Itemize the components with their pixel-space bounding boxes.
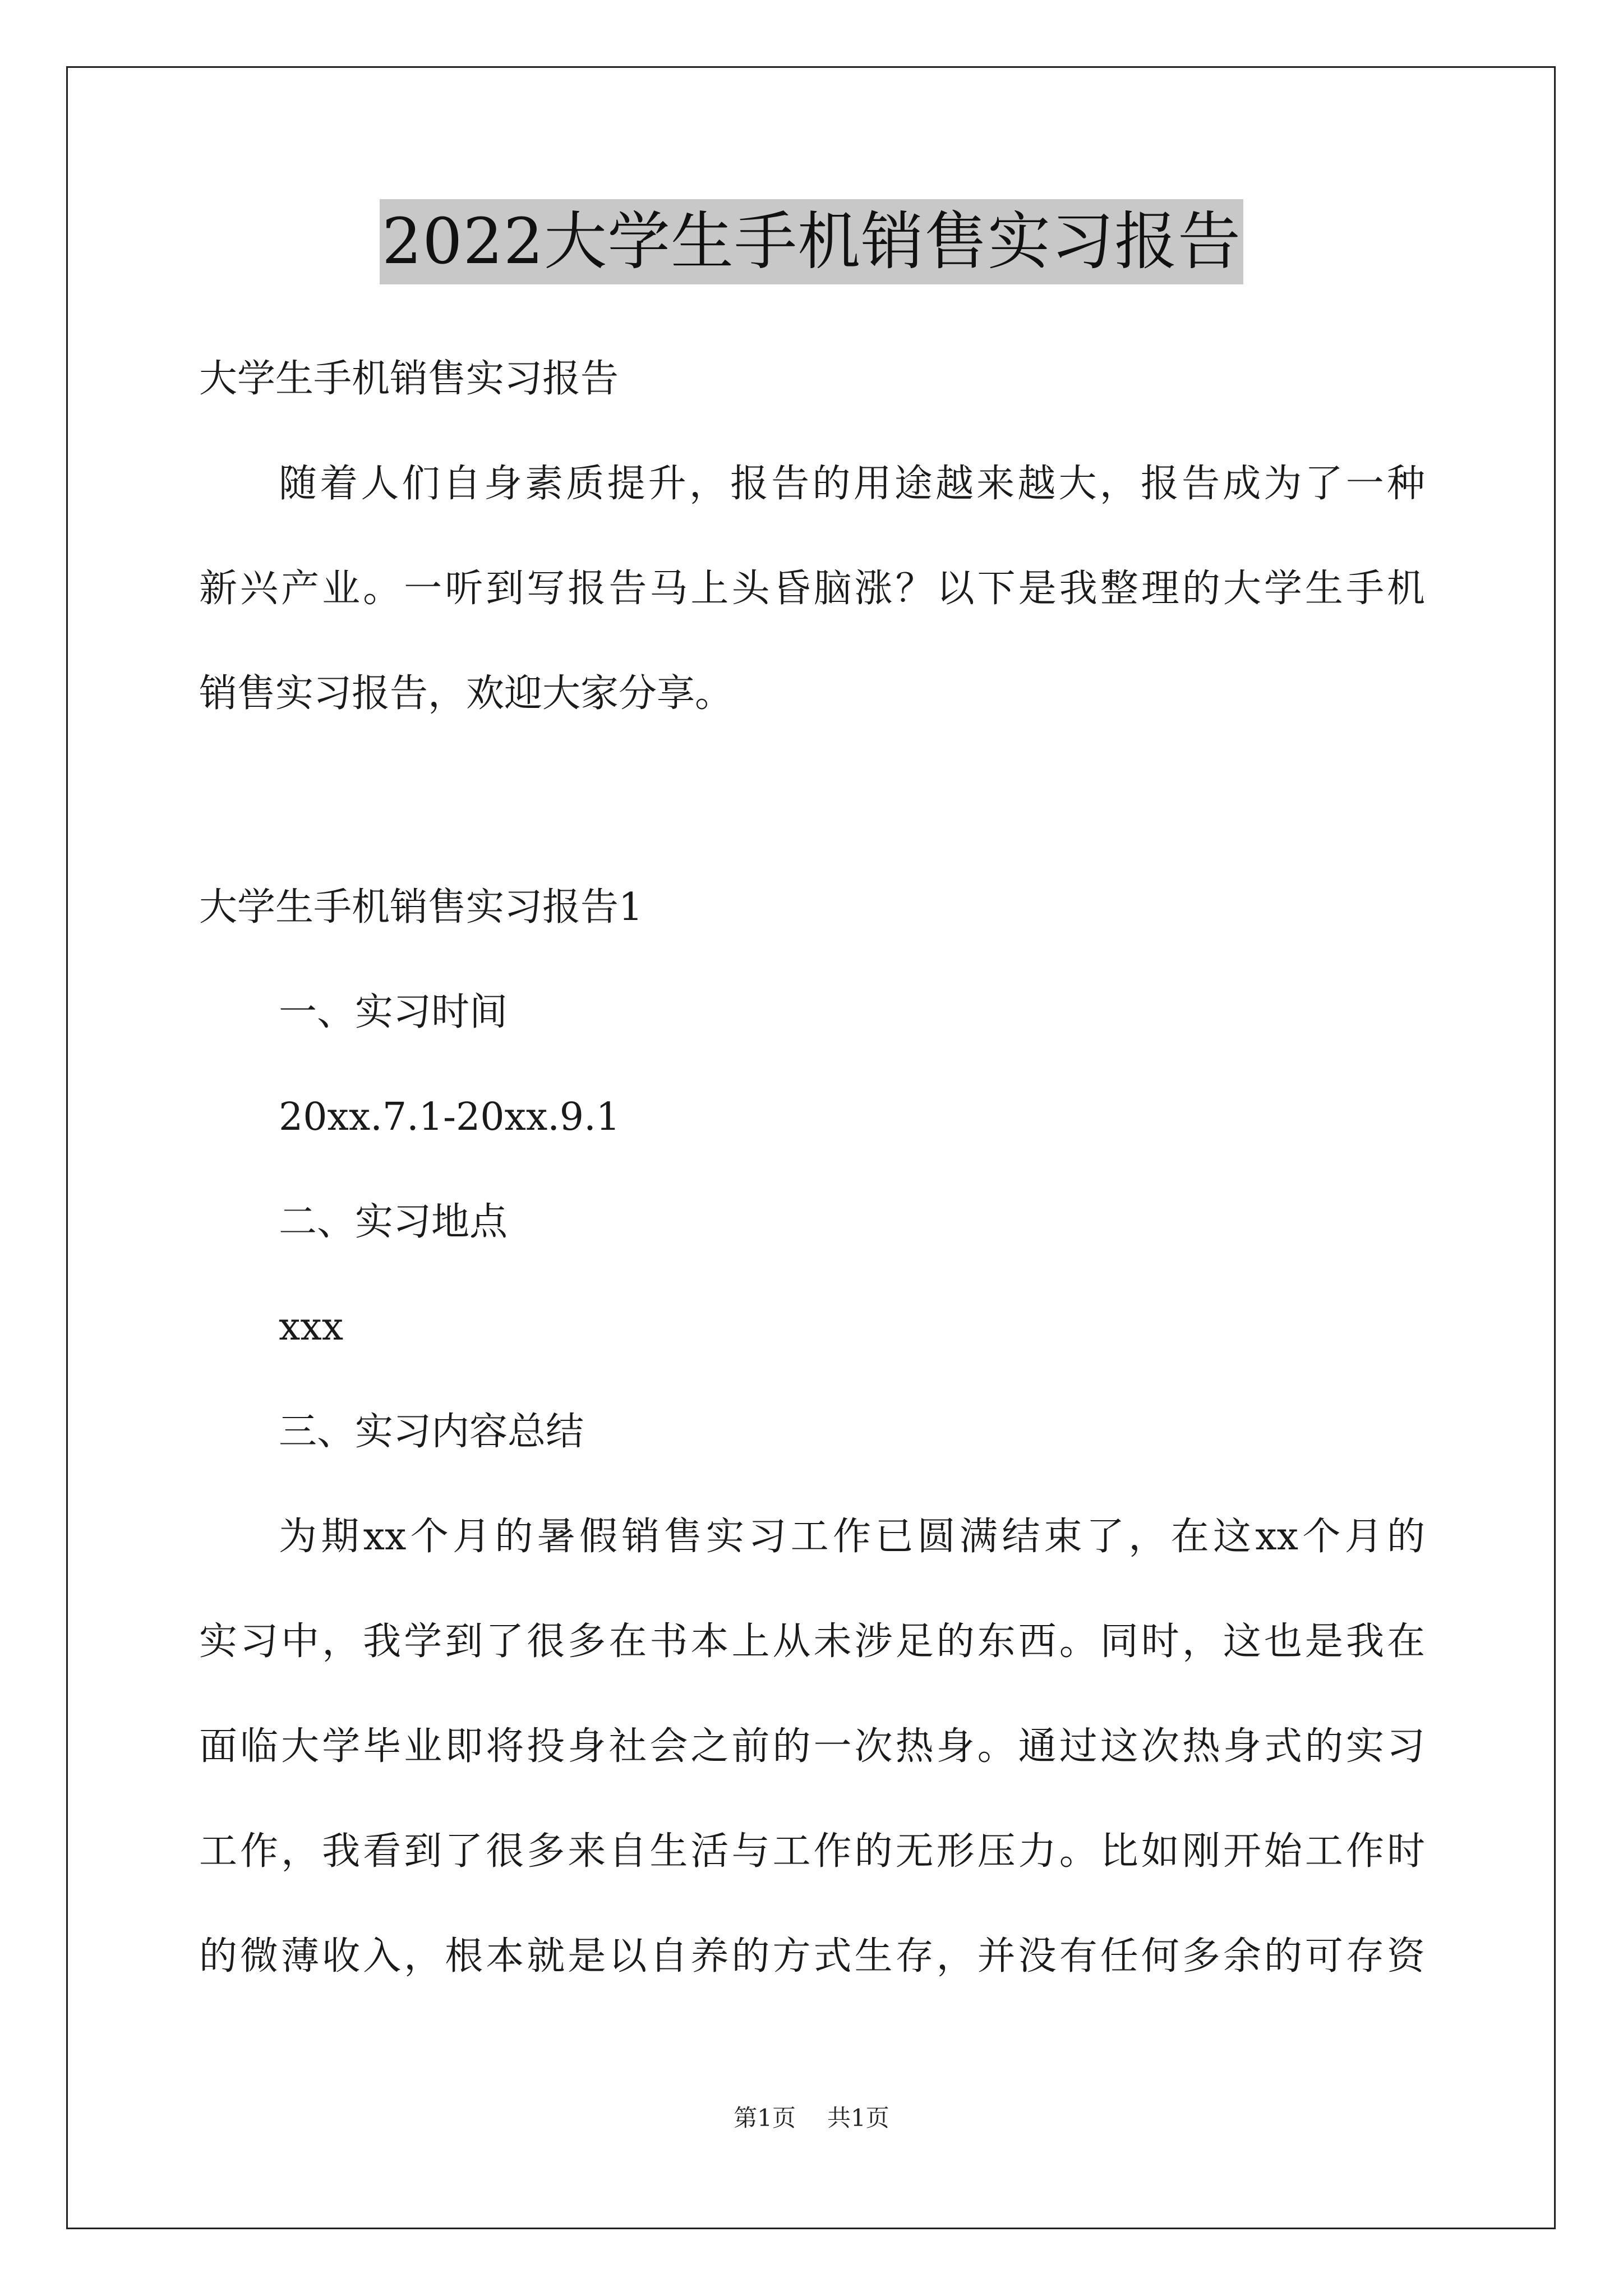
body-line-1: 为期xx个月的暑假销售实习工作已圆满结束了，在这xx个月的 [279, 1515, 1425, 1559]
title-container [0, 199, 1623, 284]
body-line-5: 的微薄收入，根本就是以自养的方式生存，并没有任何多余的可存资 [199, 1934, 1425, 1978]
item2-value: xxx [279, 1305, 344, 1349]
body-line-3: 面临大学毕业即将投身社会之前的一次热身。通过这次热身式的实习 [199, 1724, 1425, 1769]
item1-heading: 一、实习时间 [279, 990, 508, 1034]
document-title: 2022大学生手机销售实习报告 [380, 199, 1243, 284]
intro-line-1: 随着人们自身素质提升，报告的用途越来越大，报告成为了一种 [279, 462, 1425, 506]
item2-heading: 二、实习地点 [279, 1200, 508, 1244]
item1-value: 20xx.7.1-20xx.9.1 [279, 1095, 620, 1139]
body-line-2: 实习中，我学到了很多在书本上从未涉足的东西。同时，这也是我在 [199, 1619, 1425, 1664]
page-footer [0, 2102, 1623, 2134]
document-subtitle: 大学生手机销售实习报告 [199, 357, 619, 401]
body-line-4: 工作，我看到了很多来自生活与工作的无形压力。比如刚开始工作时 [199, 1829, 1425, 1874]
page-total: 共1页 [827, 2104, 889, 2132]
section-heading: 大学生手机销售实习报告1 [199, 885, 643, 930]
item3-heading: 三、实习内容总结 [279, 1410, 584, 1454]
page-number: 第1页 [734, 2104, 796, 2132]
intro-line-2: 新兴产业。一听到写报告马上头昏脑涨？以下是我整理的大学生手机 [199, 567, 1425, 611]
intro-line-3: 销售实习报告，欢迎大家分享。 [199, 671, 734, 716]
